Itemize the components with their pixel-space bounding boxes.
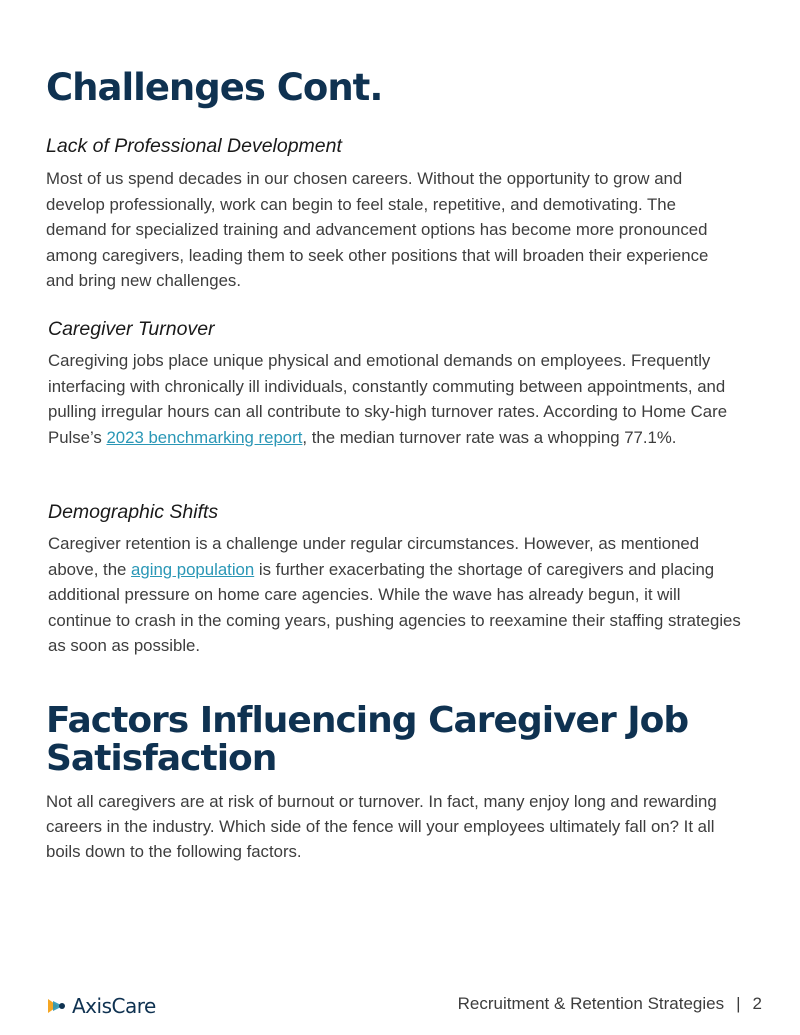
- page-footer: [458, 994, 762, 1014]
- section-title-caregiver-turnover: Caregiver Turnover: [48, 318, 215, 340]
- factors-intro-text: Not all caregivers are at risk of burnout or turnover. In fact, many enjoy long and rewarding careers in the industry. Which side of the fence will your employees ultimately fall on? It all boils down to the following factors.: [46, 792, 717, 861]
- section-title-demographic-shifts: Demographic Shifts: [48, 501, 219, 523]
- section-text-caregiver-turnover: [48, 348, 758, 450]
- text-span: is further exacerbating the shortage of caregivers and placing additional pressure on home care agencies. While the wave has already begun, it will continue to crash in the coming years, pushing agencies to reexamine their staffing strategies as soon as possible.: [48, 559, 741, 655]
- axiscare-logo: [46, 992, 156, 1020]
- text-span: Caregiver retention is a challenge under regular circumstances. However, as mentioned above, the: [48, 534, 700, 579]
- section-text-demographic-shifts: [48, 531, 748, 659]
- section-text-professional-development: Most of us spend decades in our chosen careers. Without the opportunity to grow and develop professionally, work can begin to feel stale, repetitive, and demotivating. The demand for specialized training and advancement options has become more pronounced among caregivers, leading them to seek other positions that will broaden their experience and bring new challenges.: [46, 169, 709, 290]
- text-span: , the median turnover rate was a whopping 77.1%.: [302, 427, 677, 447]
- footer-separator: |: [736, 994, 741, 1013]
- text-span: Caregiving jobs place unique physical and emotional demands on employees. Frequently interfacing with chronically ill individuals, constantly commuting between appointments, and pulling irregular hours can all contribute to sky-high turnover rates. According to Home Care Pulse’s: [48, 351, 728, 447]
- page-title: Challenges Cont.: [46, 66, 383, 109]
- page-number: 2: [752, 994, 762, 1013]
- aging-population-link[interactable]: aging population: [131, 559, 255, 579]
- section-heading-factors: Factors Influencing Caregiver Job Satisfaction: [46, 700, 689, 779]
- document-title: Recruitment & Retention Strategies: [457, 994, 725, 1013]
- logo-text: AxisCare: [72, 994, 156, 1018]
- section-title-professional-development: Lack of Professional Development: [46, 135, 342, 157]
- benchmarking-report-link[interactable]: 2023 benchmarking report: [106, 427, 303, 447]
- axiscare-logo-icon: [46, 995, 68, 1017]
